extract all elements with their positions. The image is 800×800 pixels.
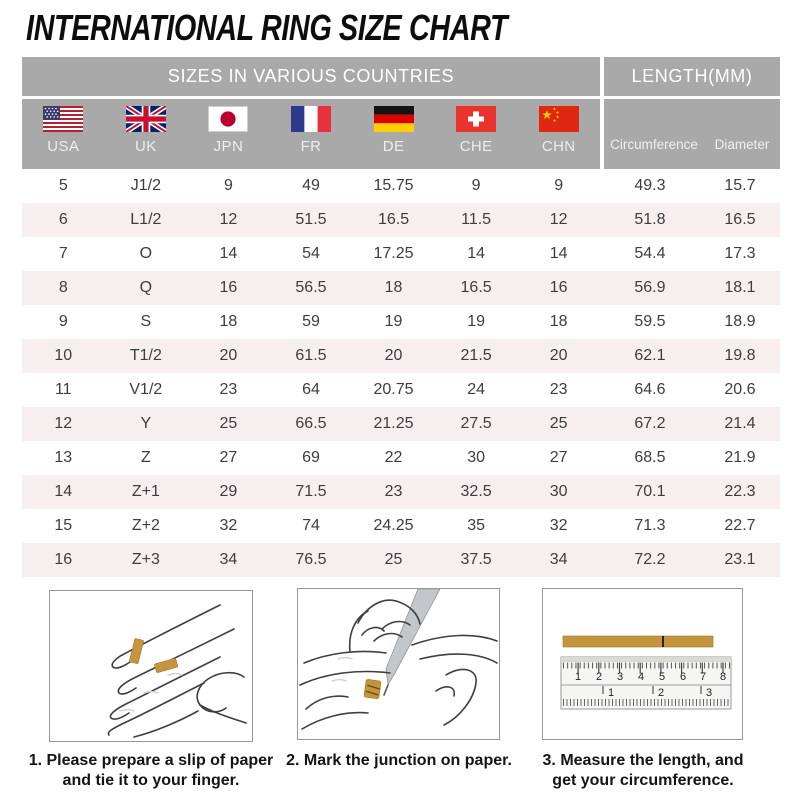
table-cell: 12 <box>54 415 73 432</box>
table-cell: 51.5 <box>295 211 327 228</box>
figure-1-caption-line2: and tie it to your finger. <box>62 772 240 789</box>
figure-3-caption <box>511 751 775 791</box>
table-cell: 71.5 <box>295 483 327 500</box>
table-cell: 59.5 <box>634 313 666 330</box>
table-cell: 5 <box>58 177 68 194</box>
table-cell: 7 <box>58 245 68 262</box>
table-row <box>22 475 780 509</box>
length-header-row <box>604 99 780 169</box>
group-header-length <box>604 57 780 96</box>
table-cell: 54 <box>302 245 320 262</box>
table-cell: 23 <box>549 381 568 398</box>
table-cell: 16.5 <box>377 211 410 228</box>
table-cell: Z+3 <box>131 551 160 568</box>
table-cell: 67.2 <box>634 415 666 432</box>
table-cell: 9 <box>58 313 68 330</box>
figure-2-box <box>297 588 500 740</box>
table-cell: 71.3 <box>634 517 666 534</box>
table-cell: 16 <box>549 279 568 296</box>
figure-3-caption-line1: 3. Measure the length, and <box>542 752 744 769</box>
table-cell: 22 <box>384 449 403 466</box>
country-column-uk <box>105 99 188 169</box>
figure-3-caption-line2: get your circumference. <box>552 772 734 789</box>
table-row <box>22 543 780 577</box>
table-cell: 18.9 <box>724 313 756 330</box>
table-cell: 21.5 <box>460 347 492 364</box>
figure-1-caption-line1: 1. Please prepare a slip of paper <box>28 752 274 769</box>
figure-1-box <box>49 590 253 742</box>
country-label-che: DE <box>382 138 405 155</box>
table-cell: 14 <box>467 245 485 262</box>
country-label-usa: USA <box>47 138 80 155</box>
table-cell: 49 <box>302 177 320 194</box>
ruler-cm-number: 6 <box>679 671 687 683</box>
table-cell: 18.1 <box>724 279 756 296</box>
fr-flag-icon <box>291 106 331 132</box>
table-cell: 27.5 <box>460 415 492 432</box>
table-cell: 15.7 <box>724 177 756 194</box>
ruler-inch-number: 1 <box>607 687 615 699</box>
table-cell: 64 <box>302 381 320 398</box>
ruler-cm-number: 5 <box>658 671 666 683</box>
table-cell: 16 <box>54 551 73 568</box>
table-cell: J1/2 <box>130 177 161 194</box>
table-cell: 51.8 <box>634 211 666 228</box>
table-cell: 14 <box>549 245 568 262</box>
table-row <box>22 237 780 271</box>
table-cell: 19.8 <box>724 347 756 364</box>
page-title: INTERNATIONAL RING SIZE CHART <box>26 7 508 48</box>
table-cell: 72.2 <box>634 551 666 568</box>
table-cell: 18 <box>384 279 403 296</box>
de-flag-icon <box>374 106 414 132</box>
table-cell: 37.5 <box>460 551 492 568</box>
table-cell: 32 <box>219 517 238 534</box>
table-cell: 35 <box>467 517 485 534</box>
table-cell: 56.5 <box>295 279 327 296</box>
table-cell: Z+2 <box>131 517 160 534</box>
table-cell: 6 <box>58 211 68 228</box>
table-cell: 20.75 <box>373 381 414 398</box>
table-row <box>22 305 780 339</box>
table-row <box>22 509 780 543</box>
table-cell: 20.6 <box>724 381 756 398</box>
table-cell: L1/2 <box>130 211 162 228</box>
table-cell: 21.25 <box>373 415 414 432</box>
table-cell: Y <box>140 415 152 432</box>
ring-size-table <box>22 57 780 577</box>
chn-flag-icon <box>539 106 579 132</box>
country-column-che <box>435 99 518 169</box>
table-cell: 17.25 <box>373 245 414 262</box>
table-cell: 30 <box>467 449 485 466</box>
che-flag-icon <box>456 106 496 132</box>
table-cell: 20 <box>549 347 568 364</box>
table-cell: 22.3 <box>724 483 756 500</box>
table-cell: 20 <box>384 347 403 364</box>
table-cell: 34 <box>219 551 238 568</box>
group-header-length-label: LENGTH(MM) <box>631 66 753 86</box>
table-cell: 9 <box>471 177 481 194</box>
country-column-de <box>352 99 435 169</box>
table-cell: 32 <box>549 517 568 534</box>
jpn-flag-icon <box>208 106 248 132</box>
ruler-cm-number: 7 <box>699 671 707 683</box>
table-cell: 27 <box>549 449 568 466</box>
ruler-cm-number: 8 <box>719 671 727 683</box>
table-cell: 14 <box>219 245 238 262</box>
table-cell: 64.6 <box>634 381 666 398</box>
hand-with-paper-strip-illustration <box>50 591 252 741</box>
table-cell: 11 <box>54 381 72 398</box>
table-cell: 54.4 <box>634 245 666 262</box>
table-cell: 19 <box>384 313 403 330</box>
table-cell: 27 <box>219 449 238 466</box>
table-cell: 23.1 <box>724 551 756 568</box>
table-cell: 23 <box>219 381 238 398</box>
usa-flag-icon <box>43 106 83 132</box>
table-cell: 25 <box>384 551 403 568</box>
table-cell: 16.5 <box>460 279 492 296</box>
table-cell: 15 <box>54 517 73 534</box>
table-cell: S <box>140 313 152 330</box>
table-cell: Z+1 <box>131 483 160 500</box>
table-cell: 9 <box>223 177 233 194</box>
table-cell: 29 <box>219 483 238 500</box>
measuring-instructions <box>0 577 800 799</box>
table-cell: T1/2 <box>129 347 162 364</box>
table-cell: 18 <box>219 313 238 330</box>
table-cell: 74 <box>302 517 320 534</box>
table-cell: 61.5 <box>295 347 327 364</box>
table-cell: 18 <box>549 313 568 330</box>
table-cell: 30 <box>549 483 568 500</box>
table-cell: 56.9 <box>634 279 666 296</box>
table-cell: 15.75 <box>373 177 414 194</box>
table-cell: 24 <box>467 381 485 398</box>
ruler-cm-number: 2 <box>595 671 603 683</box>
country-label-jpn: JPN <box>213 138 244 155</box>
table-cell: 10 <box>54 347 73 364</box>
table-cell: 14 <box>54 483 73 500</box>
table-cell: 24.25 <box>373 517 414 534</box>
ring-size-table-body <box>22 169 780 577</box>
ruler-inch-number: 3 <box>705 687 713 699</box>
country-label-che: CHE <box>459 138 493 155</box>
table-cell: 19 <box>467 313 485 330</box>
table-row <box>22 407 780 441</box>
table-cell: 13 <box>54 449 73 466</box>
country-column-usa <box>22 99 105 169</box>
table-row <box>22 271 780 305</box>
table-cell: 12 <box>219 211 238 228</box>
table-cell: 12 <box>549 211 568 228</box>
table-row <box>22 441 780 475</box>
table-cell: Z <box>140 449 151 466</box>
column-header-diameter: Diameter <box>714 137 770 152</box>
table-cell: 9 <box>554 177 564 194</box>
table-cell: 17.3 <box>724 245 756 262</box>
table-row <box>22 169 780 203</box>
figure-1-caption <box>19 751 283 791</box>
country-column-jpn <box>187 99 270 169</box>
country-column-fr <box>270 99 353 169</box>
figure-3-box <box>542 588 743 740</box>
table-cell: 62.1 <box>634 347 666 364</box>
table-cell: 66.5 <box>295 415 327 432</box>
figure-2-caption-line1: 2. Mark the junction on paper. <box>286 752 512 769</box>
table-cell: O <box>139 245 153 262</box>
country-header-row <box>22 99 600 169</box>
group-header-sizes-label: SIZES IN VARIOUS COUNTRIES <box>167 66 455 86</box>
ruler-illustration <box>543 589 742 739</box>
country-label-chn: CHN <box>541 138 576 155</box>
table-header <box>22 57 780 169</box>
table-cell: 11.5 <box>461 211 492 228</box>
table-cell: 70.1 <box>634 483 666 500</box>
table-cell: 8 <box>58 279 68 296</box>
table-cell: 25 <box>549 415 568 432</box>
table-cell: 69 <box>302 449 320 466</box>
table-cell: 21.4 <box>724 415 756 432</box>
pen-marking-illustration <box>298 589 499 739</box>
table-cell: 23 <box>384 483 403 500</box>
table-row <box>22 339 780 373</box>
table-cell: 59 <box>302 313 320 330</box>
ruler-cm-number: 4 <box>637 671 645 683</box>
table-cell: 34 <box>549 551 568 568</box>
table-cell: 16.5 <box>724 211 756 228</box>
table-cell: Q <box>139 279 153 296</box>
table-cell: 22.7 <box>724 517 756 534</box>
figure-2-caption <box>267 751 531 771</box>
ruler-inch-number: 2 <box>657 687 665 699</box>
table-cell: 68.5 <box>634 449 666 466</box>
table-cell: 76.5 <box>295 551 327 568</box>
ruler-cm-number: 1 <box>574 671 582 683</box>
table-cell: 32.5 <box>460 483 492 500</box>
table-row <box>22 203 780 237</box>
country-label-fr: FR <box>300 138 322 155</box>
table-row <box>22 373 780 407</box>
group-header-sizes <box>22 57 600 96</box>
uk-flag-icon <box>126 106 166 132</box>
table-cell: 21.9 <box>724 449 756 466</box>
ruler-cm-number: 3 <box>616 671 624 683</box>
country-label-uk: UK <box>135 138 157 155</box>
table-cell: 16 <box>219 279 238 296</box>
table-cell: 25 <box>219 415 238 432</box>
table-cell: V1/2 <box>129 381 163 398</box>
table-cell: 49.3 <box>634 177 666 194</box>
column-header-circumference: Circumference <box>610 137 698 152</box>
table-cell: 20 <box>219 347 238 364</box>
country-column-chn <box>517 99 600 169</box>
